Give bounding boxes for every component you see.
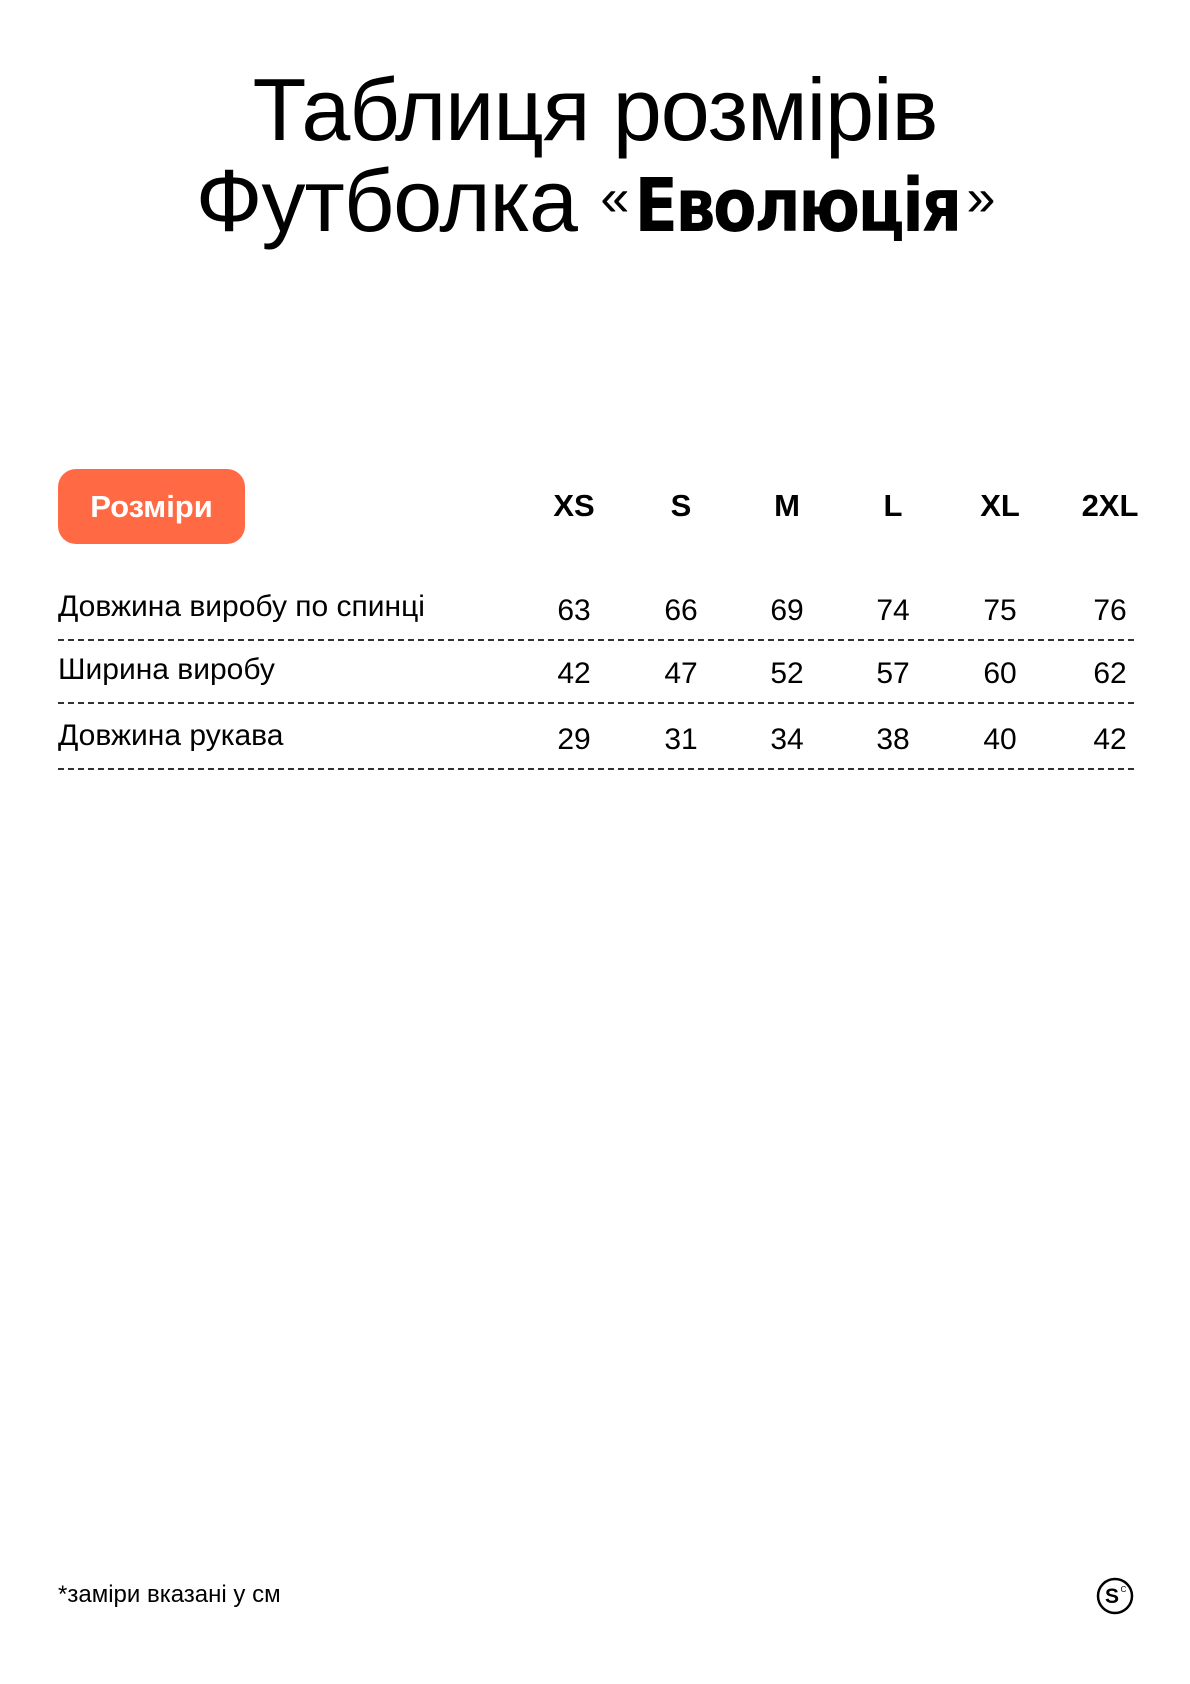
svg-text:C: C (1120, 1585, 1127, 1594)
size-header-l: L (883, 488, 903, 523)
size-header-s: S (670, 488, 692, 523)
table-cell: 40 (983, 723, 1017, 756)
svg-text:S: S (1104, 1585, 1120, 1608)
table-cell: 60 (983, 657, 1017, 690)
table-cell: 42 (557, 657, 591, 690)
measurement-note: *заміри вказані у см (58, 1581, 281, 1608)
row-label: Довжина рукава (58, 719, 284, 752)
title-prefix: Футболка (195, 151, 601, 250)
table-cell: 63 (557, 594, 591, 627)
table-cell: 74 (876, 594, 910, 627)
table-cell: 29 (557, 723, 591, 756)
sizes-badge: Розміри (58, 469, 245, 544)
table-row-width (58, 640, 1134, 704)
table-cell: 42 (1093, 723, 1127, 756)
row-label: Довжина виробу по спинці (58, 590, 425, 623)
quote-close: » (966, 169, 995, 227)
table-cell: 66 (664, 594, 698, 627)
table-cell: 57 (876, 657, 910, 690)
table-cell: 62 (1093, 657, 1127, 690)
table-cell: 76 (1093, 594, 1127, 627)
table-row-sleeve-length (58, 706, 1134, 770)
row-label: Ширина виробу (58, 653, 275, 686)
size-header-m: M (774, 488, 800, 523)
product-name: Еволюція (634, 163, 960, 249)
table-cell: 34 (770, 723, 804, 756)
table-cell: 69 (770, 594, 804, 627)
table-cell: 52 (770, 657, 804, 690)
table-cell: 75 (983, 594, 1017, 627)
table-cell: 31 (664, 723, 698, 756)
quote-open: « (600, 169, 629, 227)
size-header-xs: XS (553, 488, 595, 523)
table-cell: 38 (876, 723, 910, 756)
title-line-1: Таблиця розмірів (252, 60, 938, 159)
table-cell: 47 (664, 657, 698, 690)
sc-logo-icon (1096, 1577, 1134, 1615)
table-row-back-length (58, 577, 1134, 641)
size-header-2xl: 2XL (1081, 488, 1139, 523)
title-line-2 (0, 151, 1190, 250)
page-title (0, 60, 1190, 250)
size-header-xl: XL (980, 488, 1020, 523)
